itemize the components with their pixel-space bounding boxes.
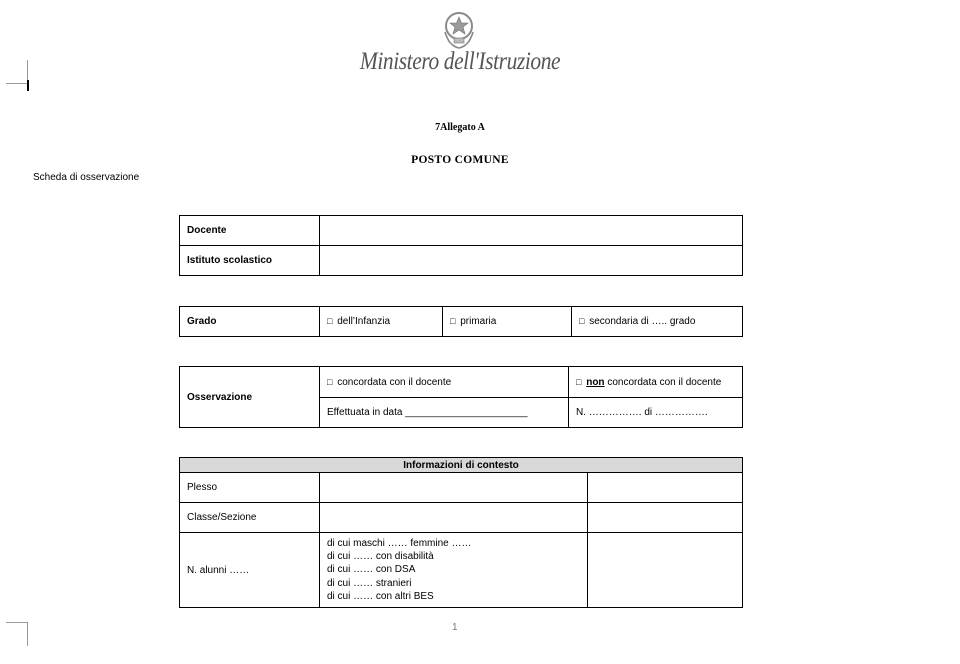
checkbox-icon: □	[327, 316, 333, 326]
table-osservazione	[179, 366, 743, 428]
osservazione-data-field[interactable]: Effettuata in data ______________________	[320, 398, 569, 428]
osservazione-option-non-concordata[interactable]: □ non concordata con il docente	[569, 367, 743, 398]
table-docente	[179, 215, 743, 276]
table-contesto	[179, 457, 743, 608]
text-cursor	[27, 80, 29, 91]
docente-label: Docente	[180, 216, 320, 246]
grado-option-secondaria[interactable]: □ secondaria di ….. grado	[572, 307, 743, 337]
ministry-title: Ministero dell'Istruzione	[359, 48, 561, 75]
plesso-value[interactable]	[320, 473, 588, 503]
plesso-extra[interactable]	[588, 473, 743, 503]
docente-value[interactable]	[320, 216, 743, 246]
detail-line: di cui …… con DSA	[327, 564, 416, 576]
alunni-extra[interactable]	[588, 533, 743, 608]
grado-label: Grado	[180, 307, 320, 337]
checkbox-icon: □	[327, 376, 333, 387]
contesto-header: Informazioni di contesto	[180, 458, 743, 473]
classe-value[interactable]	[320, 503, 588, 533]
grado-option-primaria[interactable]: □ primaria	[443, 307, 572, 337]
detail-line: di cui …… con disabilità	[327, 551, 434, 563]
checkbox-icon: □	[450, 316, 456, 326]
table-grado	[179, 306, 743, 337]
crop-mark-top-h	[6, 83, 28, 84]
classe-extra[interactable]	[588, 503, 743, 533]
detail-line: di cui …… con altri BES	[327, 590, 434, 602]
detail-line: di cui maschi …… femmine ……	[327, 537, 472, 549]
istituto-value[interactable]	[320, 246, 743, 276]
detail-line: di cui …… stranieri	[327, 577, 412, 589]
plesso-label: Plesso	[180, 473, 320, 503]
document-subtitle: POSTO COMUNE	[411, 154, 509, 166]
checkbox-icon: □	[576, 376, 582, 387]
istituto-label: Istituto scolastico	[180, 246, 320, 276]
scheda-label: Scheda di osservazione	[33, 172, 140, 183]
alunni-label: N. alunni ……	[180, 533, 320, 608]
crop-mark-bottom-v	[27, 622, 28, 646]
classe-label: Classe/Sezione	[180, 503, 320, 533]
italian-republic-emblem-icon	[441, 10, 477, 50]
checkbox-icon: □	[579, 316, 585, 326]
osservazione-numero-field[interactable]: N. ……………. di …………….	[569, 398, 743, 428]
grado-option-infanzia[interactable]: □ dell’Infanzia	[320, 307, 443, 337]
allegato-label: 7Allegato A	[435, 122, 485, 133]
page-number: 1	[452, 622, 458, 633]
non-emphasis: non	[586, 376, 605, 388]
osservazione-label: Osservazione	[180, 367, 320, 428]
alunni-details[interactable]	[320, 533, 588, 608]
osservazione-option-concordata[interactable]: □ concordata con il docente	[320, 367, 569, 398]
crop-mark-bottom-h	[6, 622, 28, 623]
